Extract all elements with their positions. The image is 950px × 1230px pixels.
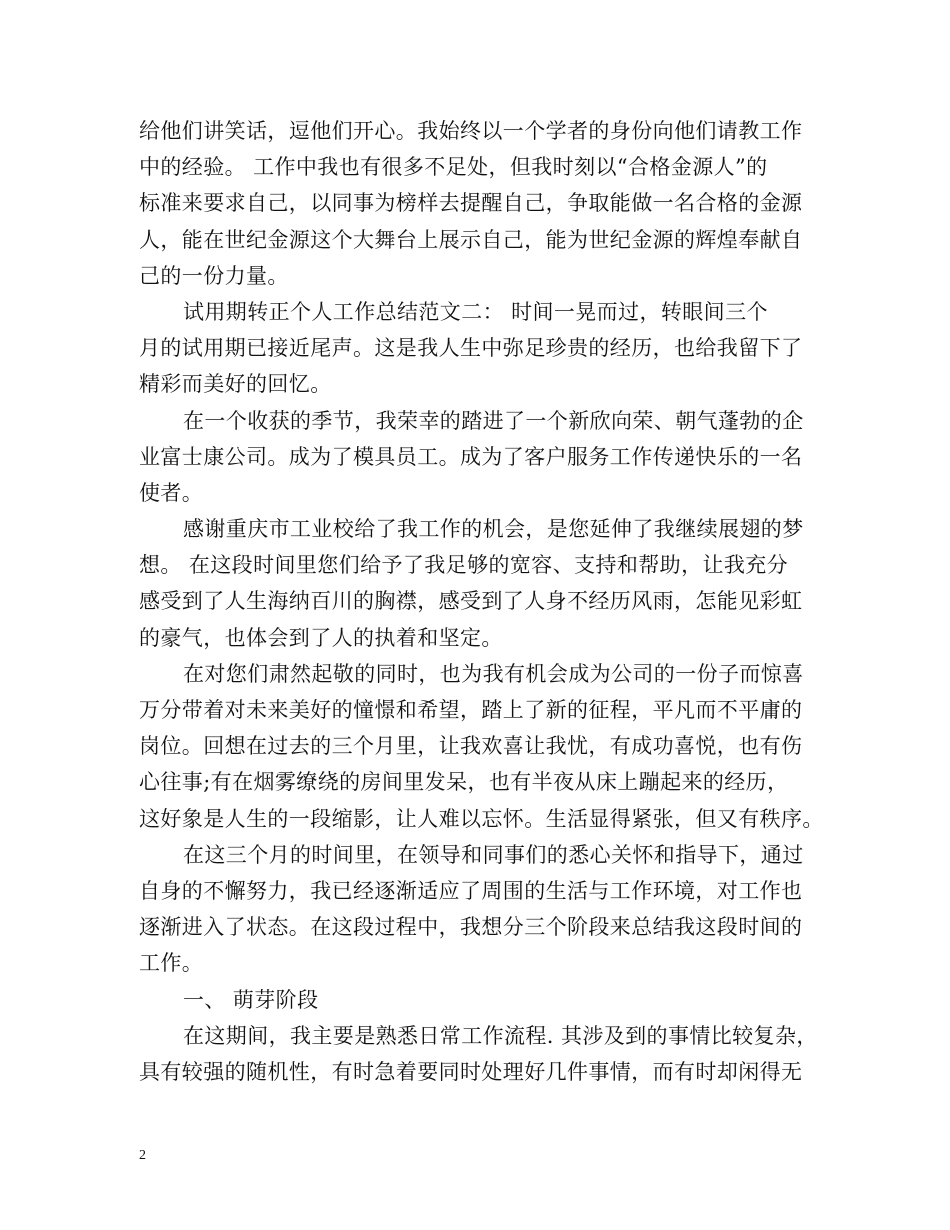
text-line: 给他们讲笑话，逗他们开心。我始终以一个学者的身份向他们请教工作 bbox=[139, 119, 803, 143]
text-line: 这好象是人生的一段缩影，让人难以忘怀。生活显得紧张，但又有秩序。 bbox=[139, 806, 824, 831]
text-line: 在一个收获的季节，我荣幸的踏进了一个新欣向荣、朝气蓬勃的企 bbox=[183, 408, 804, 433]
text-line: 具有较强的随机性，有时急着要同时处理好几件事情，而有时却闲得无 bbox=[139, 1059, 803, 1084]
section-heading: 一、 萌芽阶段 bbox=[183, 987, 319, 1012]
text-line: 在这三个月的时间里，在领导和同事们的悉心关怀和指导下，通过 bbox=[183, 842, 804, 867]
text-line: 万分带着对未来美好的憧憬和希望，踏上了新的征程，平凡而不平庸的 bbox=[139, 698, 803, 722]
text-line: 试用期转正个人工作总结范文二： 时间一晃而过，转眼间三个 bbox=[183, 299, 768, 324]
text-line: 感谢重庆市工业校给了我工作的机会，是您延伸了我继续展翅的梦 bbox=[183, 517, 804, 542]
text-line: 想。 在这段时间里您们给予了我足够的宽容、支持和帮助，让我充分 bbox=[139, 553, 789, 578]
text-line: 使者。 bbox=[139, 480, 204, 505]
text-line: 月的试用期已接近尾声。这是我人生中弥足珍贵的经历，也给我留下了 bbox=[139, 336, 803, 361]
page-number: 2 bbox=[139, 1148, 146, 1163]
text-line: 人，能在世纪金源这个大舞台上展示自己，能为世纪金源的辉煌奉献自 bbox=[139, 227, 803, 252]
text-line: 的豪气，也体会到了人的执着和坚定。 bbox=[139, 625, 503, 650]
text-line: 心往事;有在烟雾缭绕的房间里发呆，也有半夜从床上蹦起来的经历， bbox=[139, 770, 789, 795]
text-line: 逐渐进入了状态。在这段过程中，我想分三个阶段来总结我这段时间的 bbox=[139, 915, 803, 940]
text-line: 在这期间，我主要是熟悉日常工作流程. 其涉及到的事情比较复杂， bbox=[183, 1023, 818, 1048]
text-line: 精彩而美好的回忆。 bbox=[139, 372, 332, 397]
text-line: 岗位。回想在过去的三个月里，让我欢喜让我忧，有成功喜悦，也有伤 bbox=[139, 734, 803, 759]
text-line: 己的一份力量。 bbox=[139, 263, 289, 288]
text-line: 中的经验。 工作中我也有很多不足处，但我时刻以“合格金源人”的 bbox=[139, 155, 768, 180]
body-text bbox=[139, 113, 824, 1090]
text-line: 感受到了人生海纳百川的胸襟，感受到了人身不经历风雨，怎能见彩虹 bbox=[139, 589, 803, 614]
text-line: 工作。 bbox=[139, 951, 204, 976]
text-line: 在对您们肃然起敬的同时，也为我有机会成为公司的一份子而惊喜 bbox=[183, 661, 804, 686]
text-line: 业富士康公司。成为了模具员工。成为了客户服务工作传递快乐的一名 bbox=[139, 444, 803, 469]
text-line: 标准来要求自己，以同事为榜样去提醒自己，争取能做一名合格的金源 bbox=[139, 191, 803, 216]
text-line: 自身的不懈努力，我已经逐渐适应了周围的生活与工作环境，对工作也 bbox=[139, 878, 803, 903]
